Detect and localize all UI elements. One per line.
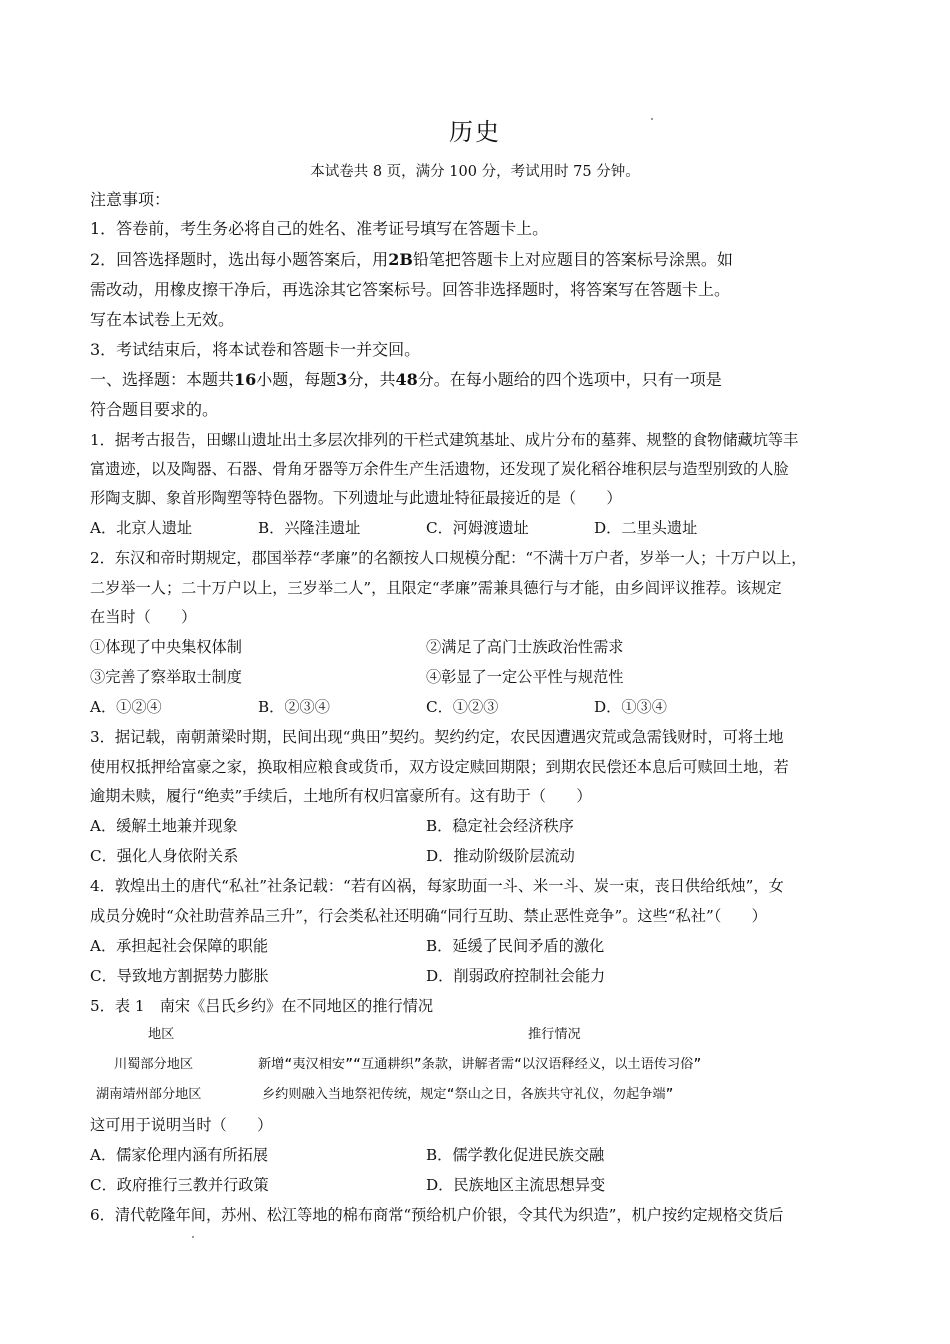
q4-option-c: C．导致地方割据势力膨胀 <box>90 967 269 985</box>
q1-stem: 1．据考古报告，田螺山遗址出土多层次排列的干栏式建筑基址、成片分布的墓葬、规整的食物储藏坑等丰 <box>90 431 799 449</box>
q5-stem: 这可用于说明当时（ ） <box>90 1116 273 1134</box>
q3-option-b: B．稳定社会经济秩序 <box>426 817 574 835</box>
q2-statement-1: ①体现了中央集权体制 <box>90 638 242 656</box>
q4-option-d: D．削弱政府控制社会能力 <box>426 967 606 985</box>
q1-stem: 富遗迹，以及陶器、石器、骨角牙器等万余件生产生活遗物，还发现了炭化稻谷堆积层与造型别致的人脸 <box>90 460 789 478</box>
table-row-1-region: 川蜀部分地区 <box>114 1057 194 1072</box>
q3-option-c: C．强化人身依附关系 <box>90 847 239 865</box>
q1-option-a: A．北京人遗址 <box>90 519 193 537</box>
q4-stem: 成员分娩时“众社助营养品三升”，行会类私社还明确“同行互助、禁止恶性竞争”。这些“私社”（ ） <box>90 907 767 925</box>
q4-stem: 4．敦煌出土的唐代“私社”社条记载：“若有凶祸，每家助面一斗、米一斗、炭一束，丧日供给纸烛”，女 <box>90 877 784 895</box>
q3-option-a: A．缓解土地兼并现象 <box>90 817 238 835</box>
table-row-2-status: 乡约则融入当地祭祀传统，规定“祭山之日，各族共守礼仪，勿起争端” <box>262 1087 674 1102</box>
q2-stem: 2．东汉和帝时期规定，郡国举荐“孝廉”的名额按人口规模分配：“不满十万户者，岁举一人；十万户以上， <box>90 549 807 567</box>
notice-item-3: 3．考试结束后，将本试卷和答题卡一并交回。 <box>90 340 421 359</box>
q2-option-b: B．②③④ <box>258 698 330 716</box>
section-heading-line2: 符合题目要求的。 <box>90 400 219 419</box>
q3-stem: 3．据记载，南朝萧梁时期，民间出现“典田”契约。契约约定，农民因遭遇灾荒或急需钱财时，可将土地 <box>90 728 784 746</box>
q2-statement-2: ②满足了高门士族政治性需求 <box>426 638 624 656</box>
q2-option-a: A．①②④ <box>90 698 162 716</box>
notice-item-2: 2．回答选择题时，选出每小题答案后，用2B铅笔把答题卡上对应题目的答案标号涂黑。如 <box>90 250 733 269</box>
q1-option-b: B．兴隆洼遗址 <box>258 519 361 537</box>
q2-stem: 二岁举一人；二十万户以上，三岁举二人”，且限定“孝廉”需兼具德行与才能，由乡闾评议推荐。该规定 <box>90 579 782 597</box>
q3-stem: 使用权抵押给富豪之家，换取相应粮食或货币，双方设定赎回期限；到期农民偿还本息后可赎回土地，若 <box>90 758 789 776</box>
q5-option-a: A．儒家伦理内涵有所拓展 <box>90 1146 269 1164</box>
notice-item-2-line2: 需改动，用橡皮擦干净后，再选涂其它答案标号。回答非选择题时，将答案写在答题卡上。 <box>90 280 731 299</box>
notice-heading: 注意事项： <box>90 190 171 209</box>
q4-option-a: A．承担起社会保障的职能 <box>90 937 269 955</box>
q3-stem: 逾期未赎，履行“绝卖”手续后，土地所有权归富豪所有。这有助于（ ） <box>90 787 592 805</box>
q1-option-c: C．河姆渡遗址 <box>426 519 529 537</box>
q1-stem: 形陶支脚、象首形陶塑等特色器物。下列遗址与此遗址特征最接近的是（ ） <box>90 489 622 507</box>
notice-item-1: 1．答卷前，考生务必将自己的姓名、准考证号填写在答题卡上。 <box>90 219 549 238</box>
q1-option-d: D．二里头遗址 <box>594 519 698 537</box>
q2-statement-3: ③完善了察举取士制度 <box>90 668 242 686</box>
q2-stem: 在当时（ ） <box>90 608 197 626</box>
notice-item-2-line3: 写在本试卷上无效。 <box>90 310 235 329</box>
q2-option-d: D．①③④ <box>594 698 667 716</box>
table-row-2-region: 湖南靖州部分地区 <box>96 1087 202 1102</box>
q4-option-b: B．延缓了民间矛盾的激化 <box>426 937 605 955</box>
q2-statement-4: ④彰显了一定公平性与规范性 <box>426 668 624 686</box>
scan-speck <box>192 1236 194 1238</box>
table-header-region: 地区 <box>148 1027 175 1042</box>
q5-option-c: C．政府推行三教并行政策 <box>90 1176 269 1194</box>
q5-option-b: B．儒学教化促进民族交融 <box>426 1146 605 1164</box>
section-heading: 一、选择题：本题共16小题，每题3分，共48分。在每小题给的四个选项中，只有一项是 <box>90 370 722 389</box>
table-header-status: 推行情况 <box>528 1027 581 1042</box>
q3-option-d: D．推动阶级阶层流动 <box>426 847 575 865</box>
page-title: 历史 <box>449 118 501 146</box>
q5-stem: 5．表 1 南宋《吕氏乡约》在不同地区的推行情况 <box>90 997 434 1015</box>
q6-stem: 6．清代乾隆年间，苏州、松江等地的棉布商常“预给机户价银，令其代为织造”，机户按约定规格交货后 <box>90 1206 784 1224</box>
exam-info: 本试卷共 8 页，满分 100 分，考试用时 75 分钟。 <box>310 164 640 180</box>
table-row-1-status: 新增“夷汉相安”“互通耕织”条款，讲解者需“以汉语释经义，以土语传习俗” <box>258 1057 702 1072</box>
q5-option-d: D．民族地区主流思想异变 <box>426 1176 606 1194</box>
q2-option-c: C．①②③ <box>426 698 499 716</box>
